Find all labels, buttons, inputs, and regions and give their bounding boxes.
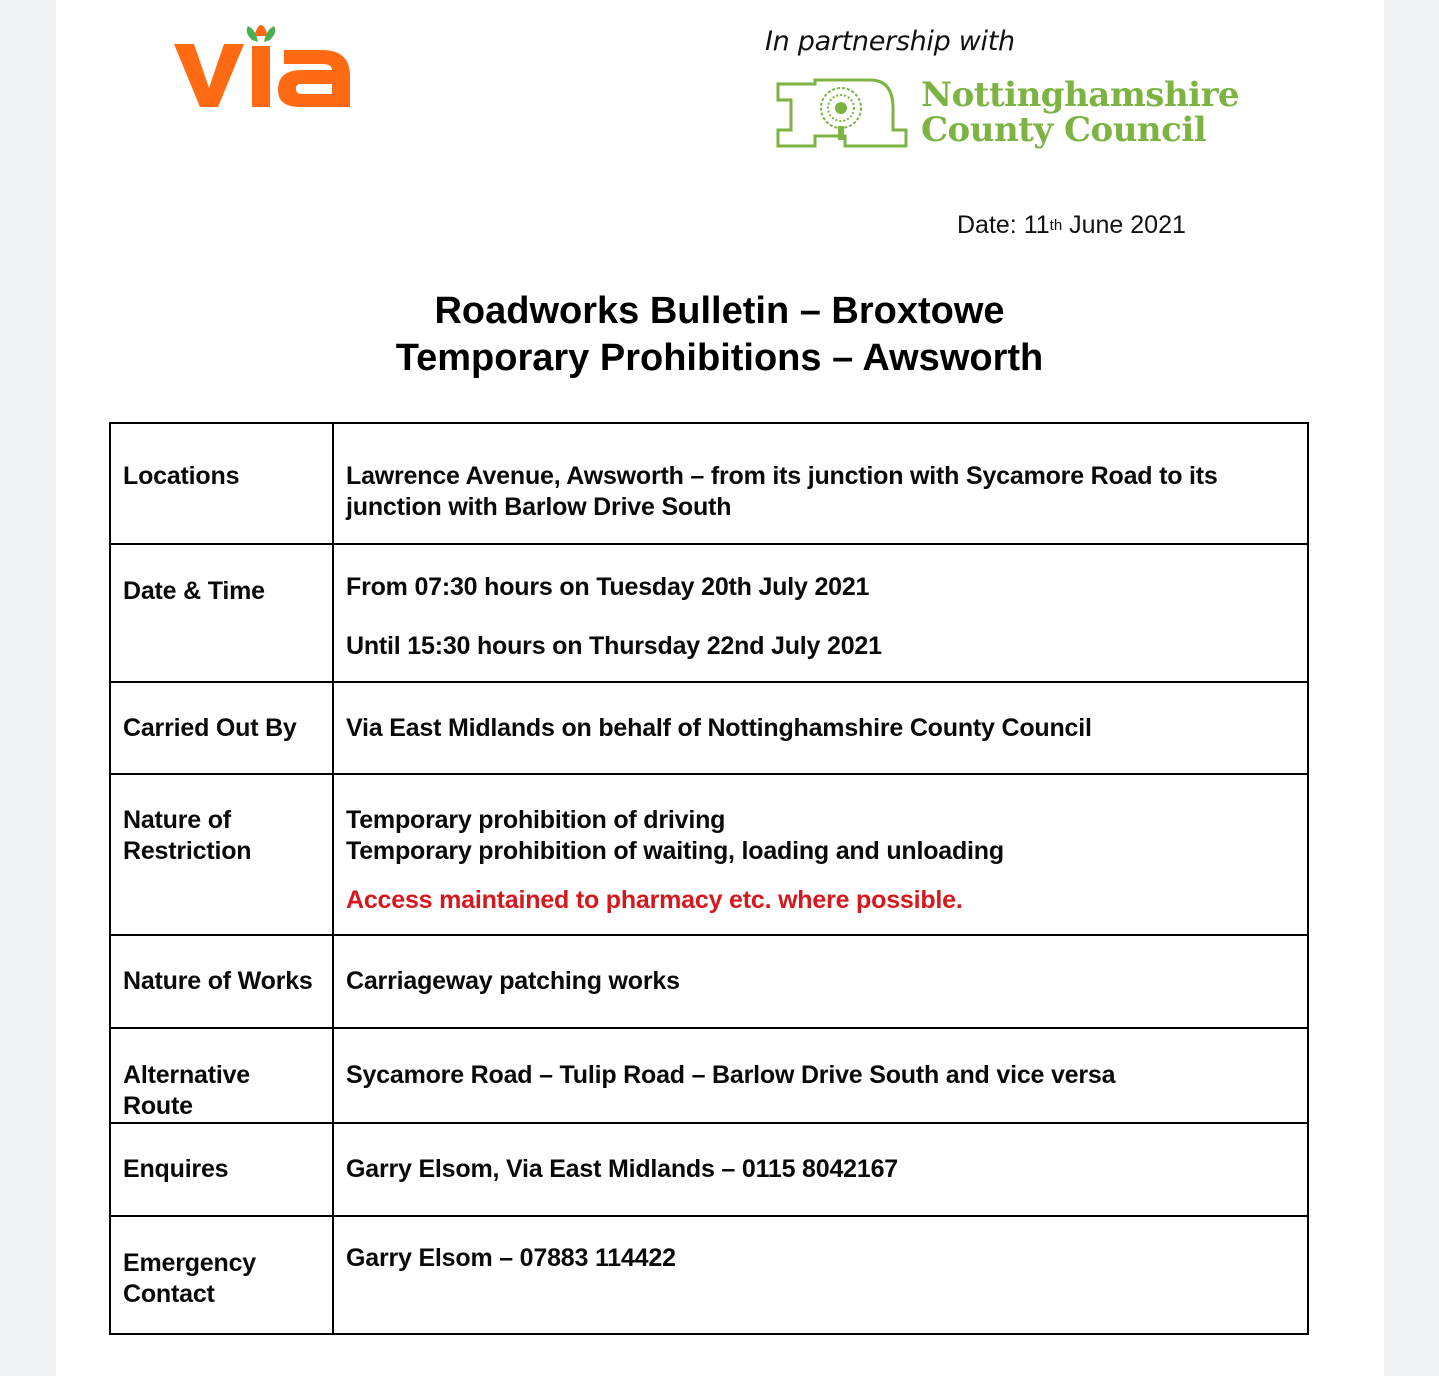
row-label: Locations <box>110 423 333 544</box>
row-label: Emergency Contact <box>110 1216 333 1334</box>
row-value <box>333 682 1308 774</box>
route-value: Sycamore Road – Tulip Road – Barlow Drive South and vice versa <box>346 1061 1116 1089</box>
table-row-alternative-route <box>110 1028 1308 1123</box>
row-label: Date & Time <box>110 544 333 682</box>
contractor-value: Via East Midlands on behalf of Nottinghamshire County Council <box>346 714 1092 742</box>
row-value <box>333 1216 1308 1334</box>
locations-value: Lawrence Avenue, Awsworth – from its junction with Sycamore Road to its junction with Barlow Drive South <box>346 462 1218 521</box>
restriction-line: Temporary prohibition of driving <box>346 806 726 834</box>
table-row-locations <box>110 423 1308 544</box>
date-ordinal: th <box>1049 217 1063 234</box>
row-label: Nature of Restriction <box>110 774 333 935</box>
partner-name-line2: County Council <box>921 110 1207 150</box>
row-value <box>333 1123 1308 1216</box>
row-label: Carried Out By <box>110 682 333 774</box>
bulletin-subtitle: Temporary Prohibitions – Awsworth <box>395 337 1044 379</box>
table-row-nature-of-works <box>110 935 1308 1028</box>
access-note: Access maintained to pharmacy etc. where possible. <box>346 886 963 914</box>
row-value <box>333 935 1308 1028</box>
bulletin-title: Roadworks Bulletin – Broxtowe <box>434 290 1005 332</box>
via-logo <box>172 14 354 114</box>
partner-name-line1: Nottinghamshire <box>921 75 1240 115</box>
enquiries-value: Garry Elsom, Via East Midlands – 0115 8042167 <box>346 1155 898 1183</box>
row-label: Alternative Route <box>110 1028 333 1123</box>
table-row-enquires <box>110 1123 1308 1216</box>
row-label: Nature of Works <box>110 935 333 1028</box>
row-value <box>333 774 1308 935</box>
table-row-nature-of-restriction <box>110 774 1308 935</box>
table-row-carried-out-by <box>110 682 1308 774</box>
partnership-text: In partnership with <box>765 26 1015 57</box>
table-row-date-time <box>110 544 1308 682</box>
partner-name <box>921 75 1240 150</box>
row-value <box>333 1028 1308 1123</box>
row-value <box>333 544 1308 682</box>
roadworks-details-table <box>109 422 1309 1335</box>
emergency-value: Garry Elsom – 07883 114422 <box>346 1244 676 1272</box>
works-value: Carriageway patching works <box>346 967 680 995</box>
date-prefix: Date: 11 <box>957 211 1050 239</box>
table-row-emergency-contact <box>110 1216 1308 1334</box>
date-rest: June 2021 <box>1062 211 1186 239</box>
start-time: From 07:30 hours on Tuesday 20th July 2021 <box>346 573 870 601</box>
bulletin-date <box>957 211 1186 240</box>
row-value <box>333 423 1308 544</box>
oak-tree-emblem-icon <box>775 78 909 150</box>
end-time: Until 15:30 hours on Thursday 22nd July 2021 <box>346 632 882 660</box>
restriction-line: Temporary prohibition of waiting, loading and unloading <box>346 837 1004 865</box>
row-label: Enquires <box>110 1123 333 1216</box>
